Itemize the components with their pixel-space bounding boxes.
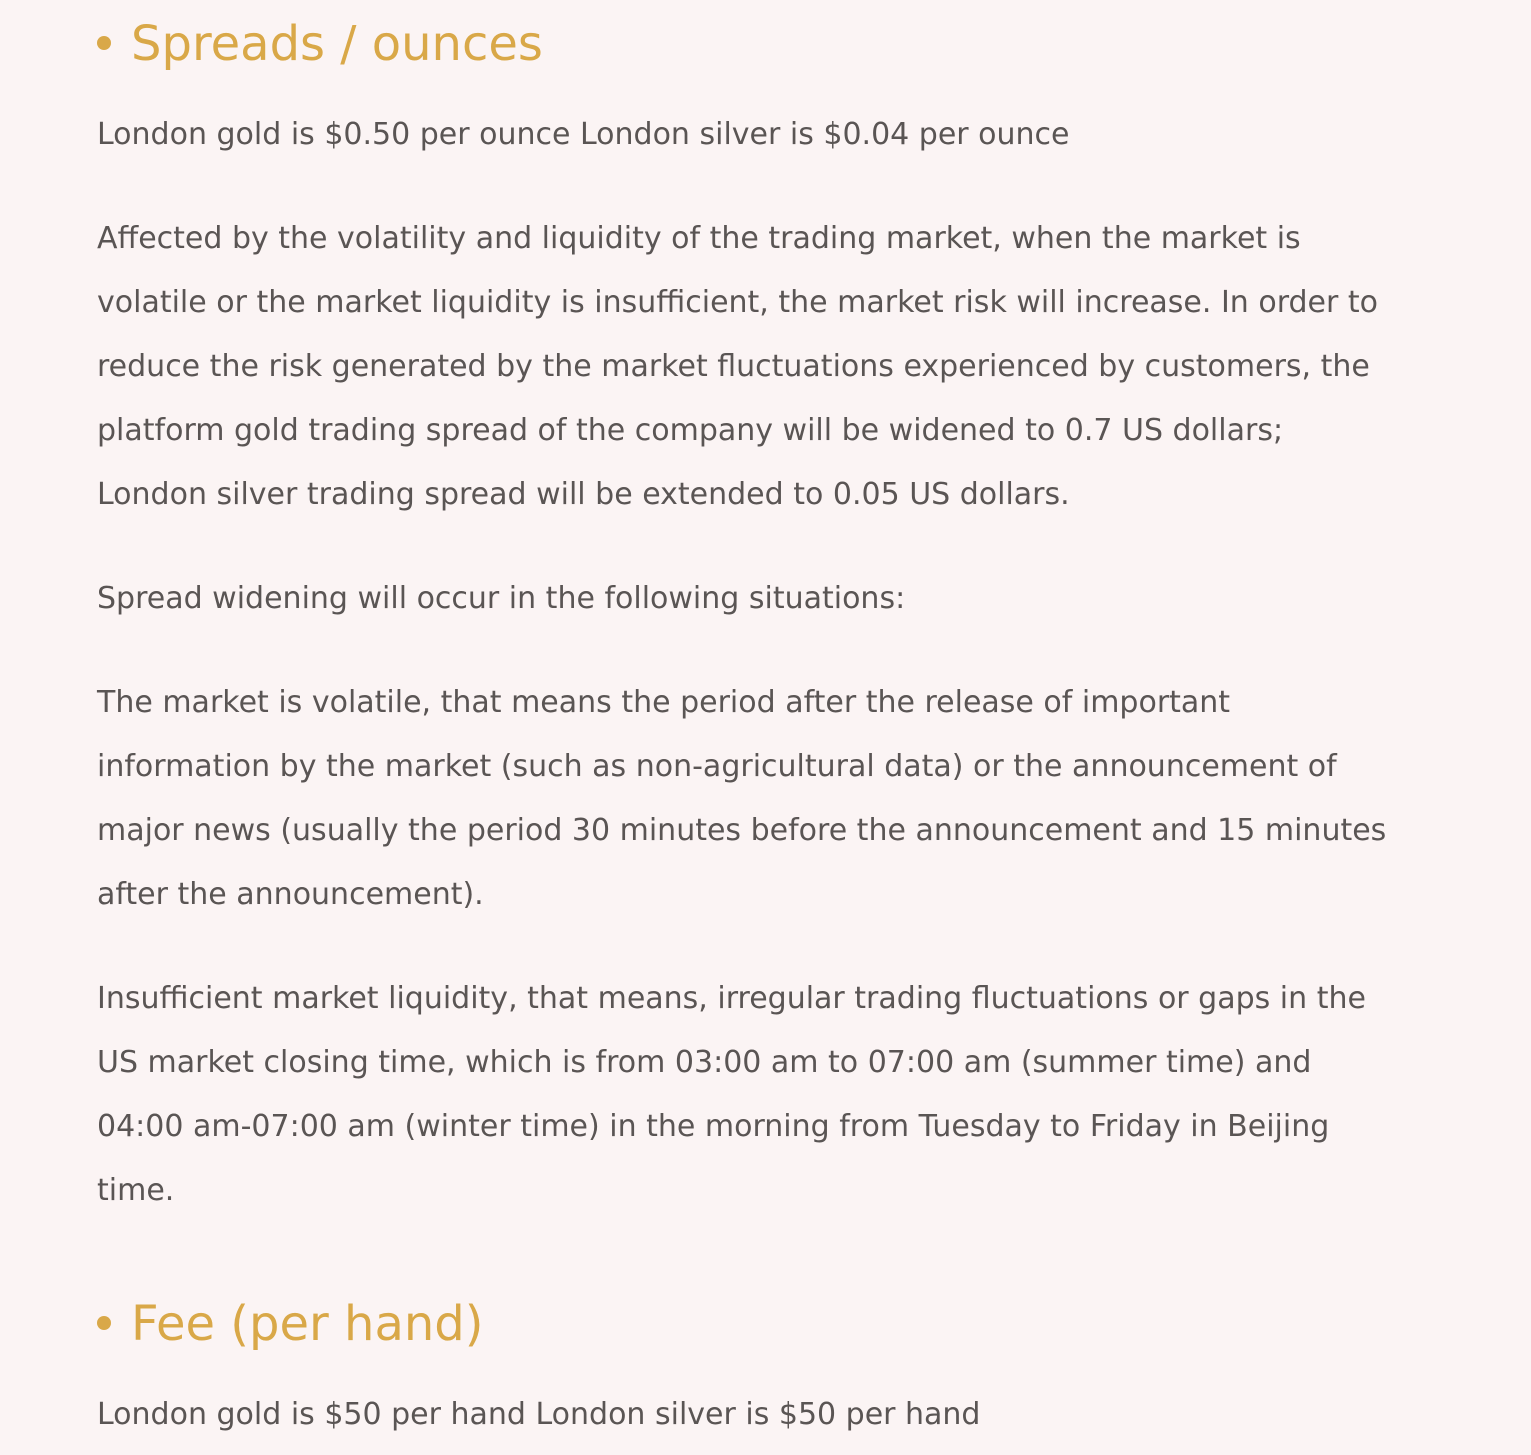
section-heading-fee [97,1295,483,1353]
bullet-icon [97,1316,111,1330]
paragraph-spread-widening-explanation: Affected by the volatility and liquidity of the trading market, when the market is volatile or the market liquidity is insufficient, the market risk will increase. In order to reduce the risk generated by the market fluctuations experienced by customers, the platform gold trading spread of the company will be widened to 0.7 US dollars; London silver trading spread will be extended to 0.05 US dollars. [97,221,1378,512]
paragraph-spread-values: London gold is $0.50 per ounce London silver is $0.04 per ounce [97,117,1070,152]
paragraph-volatile-market: The market is volatile, that means the period after the release of important information by the market (such as non-agricultural data) or the announcement of major news (usually the period 30 minutes before the announcement and 15 minutes after the announcement). [97,685,1387,912]
paragraph-spread-widening-intro: Spread widening will occur in the following situations: [97,581,906,616]
section-heading-text: Fee (per hand) [131,1296,484,1352]
bullet-icon [97,36,111,50]
section-heading-spreads [97,15,543,73]
paragraph-insufficient-liquidity: Insufficient market liquidity, that means, irregular trading fluctuations or gaps in the US market closing time, which is from 03:00 am to 07:00 am (summer time) and 04:00 am-07:00 am (winter time) in the morning from Tuesday to Friday in Beijing time. [97,981,1366,1208]
paragraph-fee-values: London gold is $50 per hand London silver is $50 per hand [97,1397,981,1432]
section-heading-text: Spreads / ounces [131,16,543,72]
